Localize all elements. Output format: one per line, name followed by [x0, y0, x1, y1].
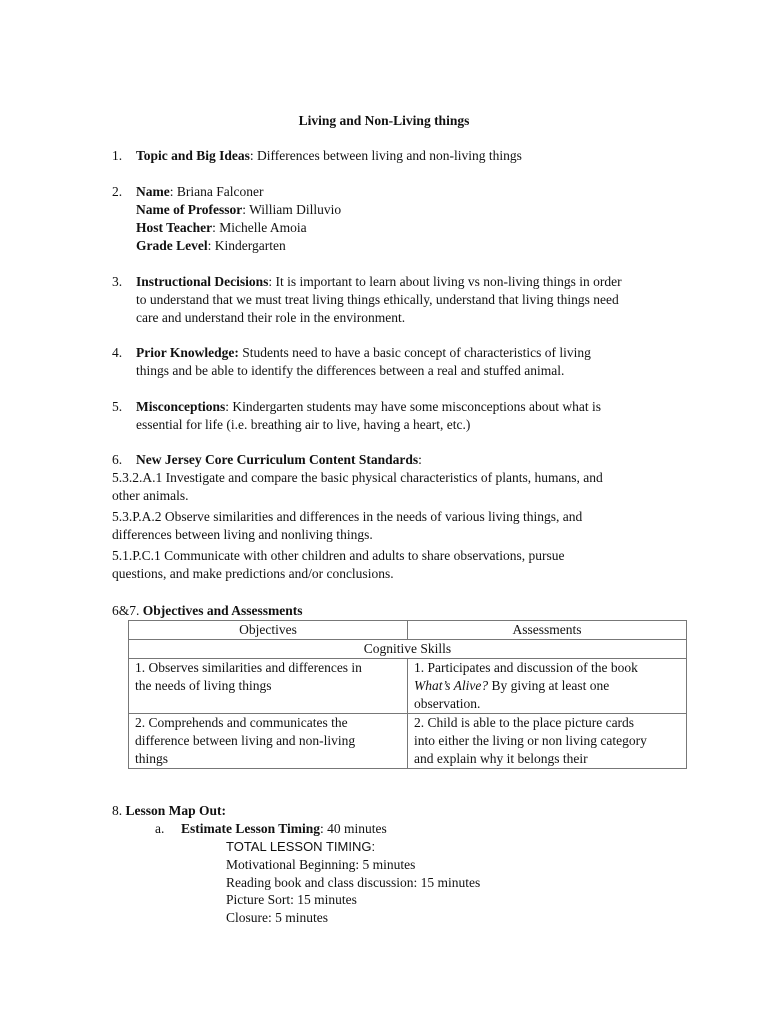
standard-3-line-2: questions, and make predictions and/or conclusions. — [112, 566, 394, 581]
lesson-map-label: Lesson Map Out: — [125, 803, 227, 818]
cell-line: and explain why it belongs their — [414, 751, 588, 766]
professor-label: Name of Professor — [136, 202, 243, 217]
lesson-timing-label: Estimate Lesson Timing — [181, 821, 321, 836]
topic-label: Topic and Big Ideas — [136, 148, 250, 163]
instructional-decisions-label: Instructional Decisions — [136, 274, 269, 289]
objectives-heading — [112, 602, 303, 620]
section-8-number: 8. — [112, 803, 123, 818]
table-header-row — [129, 621, 687, 640]
host-teacher-label: Host Teacher — [136, 220, 213, 235]
cell-line: 2. Comprehends and communicates the — [135, 715, 348, 730]
timing-picture-sort: Picture Sort: 15 minutes — [226, 892, 357, 907]
instructional-decisions-line-3: care and understand their role in the environment. — [136, 310, 406, 325]
total-lesson-timing-label: TOTAL LESSON TIMING — [226, 839, 372, 854]
student-name-line — [136, 183, 263, 201]
section-1-number: 1. — [112, 148, 123, 163]
section-6-number: 6. — [112, 452, 123, 467]
standards-label: New Jersey Core Curriculum Content Standards — [136, 452, 419, 467]
assessment-cell-1 — [408, 659, 687, 714]
standard-2-line-2: differences between living and nonliving things. — [112, 527, 373, 542]
lesson-timing-line — [181, 820, 387, 838]
standard-3-line-1: 5.1.P.C.1 Communicate with other children and adults to share observations, pursue — [112, 548, 565, 563]
misconceptions-line-2: essential for life (i.e. breathing air to live, having a heart, etc.) — [136, 417, 471, 432]
assessment-cell-2 — [408, 714, 687, 769]
cell-line: things — [135, 751, 169, 766]
instructional-decisions-line-1 — [136, 273, 622, 291]
instructional-decisions-text: : It is important to learn about living vs non-living things in order — [268, 274, 622, 289]
cell-line: 2. Child is able to the place picture cards — [414, 715, 635, 730]
name-value: : Briana Falconer — [169, 184, 264, 199]
professor-line — [136, 201, 341, 219]
host-teacher-value: : Michelle Amoia — [212, 220, 307, 235]
standard-2-line-1: 5.3.P.A.2 Observe similarities and differences in the needs of various living things, and — [112, 509, 583, 524]
instructional-decisions-line-2: to understand that we must treat living things ethically, understand that living things need — [136, 292, 619, 307]
item-a-letter: a. — [155, 821, 165, 836]
cognitive-skills-header: Cognitive Skills — [129, 640, 687, 659]
timing-motivational: Motivational Beginning: 5 minutes — [226, 857, 416, 872]
objective-cell-2 — [129, 714, 408, 769]
prior-knowledge-line-2: things and be able to identify the differences between a real and stuffed animal. — [136, 363, 565, 378]
timing-closure: Closure: 5 minutes — [226, 910, 328, 925]
section-1-topic — [136, 147, 522, 165]
lesson-timing-value: : 40 minutes — [320, 821, 387, 836]
prior-knowledge-label: Prior Knowledge: — [136, 345, 239, 360]
cell-line: 1. Observes similarities and differences in — [135, 660, 362, 675]
table-subheader-row — [129, 640, 687, 659]
section-2-number: 2. — [112, 184, 123, 199]
grade-level-value: : Kindergarten — [207, 238, 286, 253]
total-colon: : — [371, 839, 376, 854]
standard-1-line-2: other animals. — [112, 488, 189, 503]
assessments-header: Assessments — [408, 621, 687, 640]
grade-level-label: Grade Level — [136, 238, 208, 253]
document-title: Living and Non-Living things — [298, 113, 470, 128]
section-3-number: 3. — [112, 274, 123, 289]
cell-line: 1. Participates and discussion of the book — [414, 660, 638, 675]
standards-heading — [136, 451, 422, 469]
misconceptions-text: : Kindergarten students may have some misconceptions about what is — [225, 399, 602, 414]
lesson-map-heading — [112, 802, 226, 820]
section-4-number: 4. — [112, 345, 123, 360]
book-title: What’s Alive? — [414, 678, 489, 693]
table-row — [129, 659, 687, 714]
prior-knowledge-text: Students need to have a basic concept of characteristics of living — [238, 345, 591, 360]
table-row — [129, 714, 687, 769]
cell-line: the needs of living things — [135, 678, 272, 693]
objectives-assessments-table — [128, 620, 687, 769]
professor-value: : William Dilluvio — [242, 202, 342, 217]
cell-line: difference between living and non-living — [135, 733, 356, 748]
standards-colon: : — [418, 452, 422, 467]
cell-line: observation. — [414, 696, 481, 711]
objective-cell-1 — [129, 659, 408, 714]
host-teacher-line — [136, 219, 307, 237]
prior-knowledge-line-1 — [136, 344, 591, 362]
objectives-header: Objectives — [129, 621, 408, 640]
section-7-number: 6&7. — [112, 603, 140, 618]
misconceptions-label: Misconceptions — [136, 399, 226, 414]
topic-text: : Differences between living and non-living things — [249, 148, 522, 163]
total-lesson-timing — [226, 838, 375, 856]
objectives-label: Objectives and Assessments — [142, 603, 303, 618]
cell-text: By giving at least one — [488, 678, 610, 693]
cell-line: into either the living or non living category — [414, 733, 647, 748]
timing-reading: Reading book and class discussion: 15 minutes — [226, 875, 481, 890]
misconceptions-line-1 — [136, 398, 601, 416]
standard-1-line-1: 5.3.2.A.1 Investigate and compare the basic physical characteristics of plants, humans, and — [112, 470, 603, 485]
grade-level-line — [136, 237, 286, 255]
name-label: Name — [136, 184, 170, 199]
cell-line — [414, 677, 680, 695]
section-5-number: 5. — [112, 399, 123, 414]
